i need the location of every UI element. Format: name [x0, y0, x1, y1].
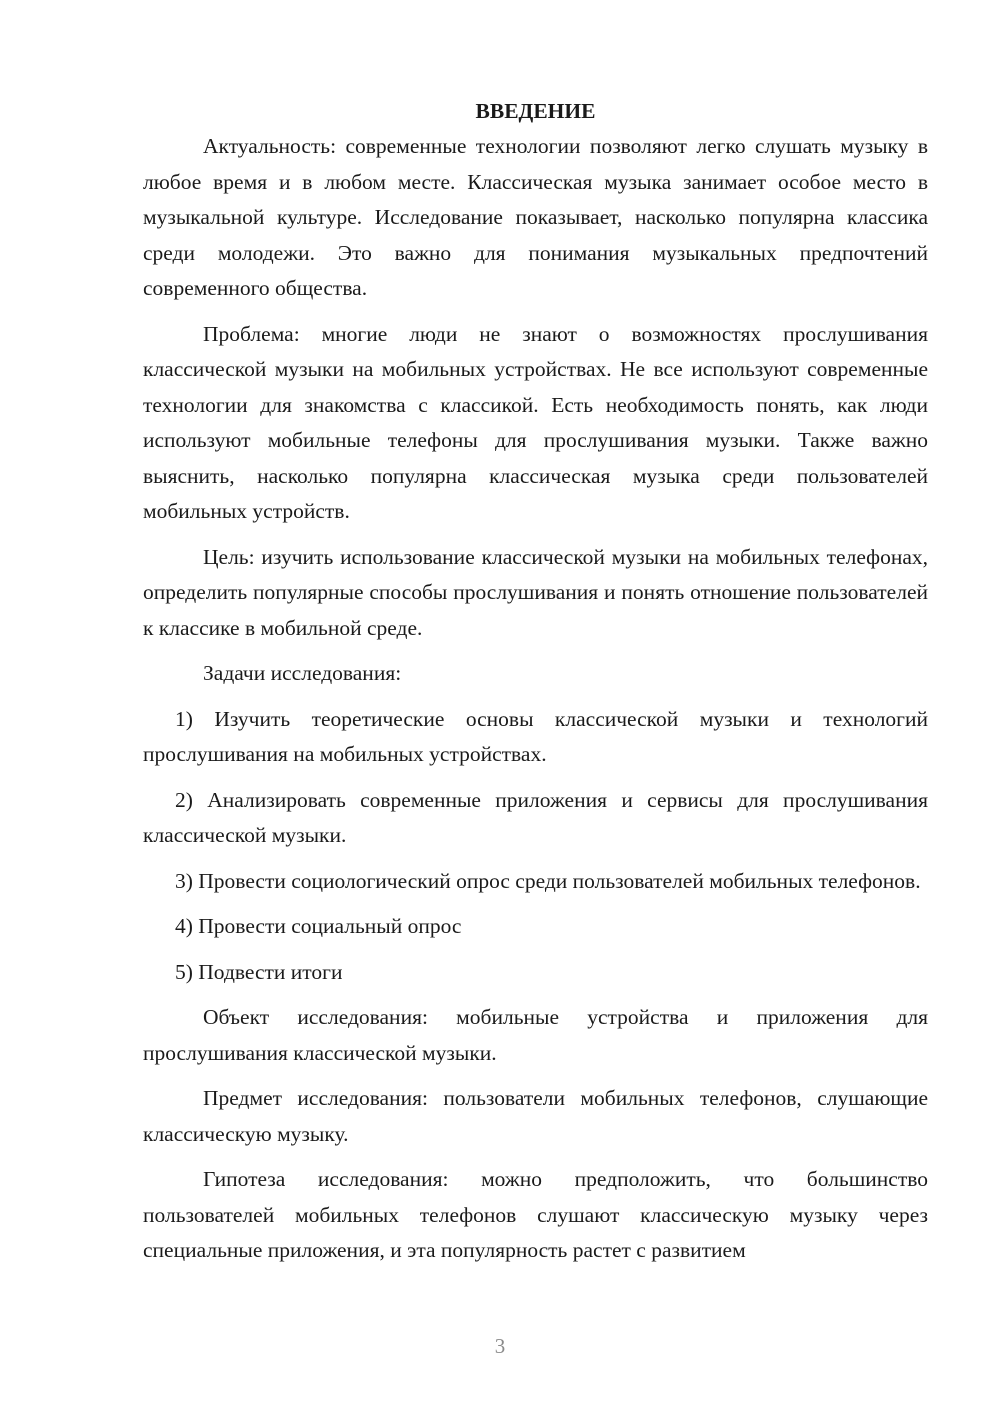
- section-title: ВВЕДЕНИЕ: [475, 99, 596, 123]
- relevance-paragraph: Актуальность: современные технологии позволяют легко слушать музыку в любое время и в любом месте. Классическая музыка занимает особое место в музыкальной культуре. Исследование показывает, насколько популярна классика среди молодежи. Это важно для понимания музыкальных предпочтений современного общества.: [143, 134, 928, 300]
- goal-paragraph: Цель: изучить использование классической музыки на мобильных телефонах, определить популярные способы прослушивания и понять отношение пользователей к классике в мобильной среде.: [143, 544, 928, 640]
- page-number: 3: [494, 1334, 506, 1358]
- task-item-4: 4) Провести социальный опрос: [175, 914, 462, 938]
- object-paragraph: Объект исследования: мобильные устройства и приложения для прослушивания классической музыки.: [143, 1005, 928, 1065]
- subject-paragraph: Предмет исследования: пользователи мобильных телефонов, слушающие классическую музыку.: [143, 1086, 928, 1146]
- document-page: [143, 94, 928, 1269]
- task-item-1: 1) Изучить теоретические основы классической музыки и технологий прослушивания на мобильных устройствах.: [143, 706, 928, 766]
- task-item-5: 5) Подвести итоги: [175, 959, 343, 984]
- hypothesis-paragraph: Гипотеза исследования: можно предположить, что большинство пользователей мобильных телефонов слушают классическую музыку через специальные приложения, и эта популярность растет с развитием: [143, 1167, 928, 1262]
- task-item-3: 3) Провести социологический опрос среди пользователей мобильных телефонов.: [175, 868, 921, 893]
- tasks-heading: Задачи исследования:: [203, 661, 402, 685]
- task-item-2: 2) Анализировать современные приложения и сервисы для прослушивания классической музыки.: [143, 787, 928, 847]
- problem-paragraph: Проблема: многие люди не знают о возможностях прослушивания классической музыки на мобильных устройствах. Не все используют современные технологии для знакомства с классикой. Есть необходимость понять, как люди используют мобильные телефоны для прослушивания музыки. Также важно выяснить, насколько популярна классическая музыка среди пользователей мобильных устройств.: [143, 321, 928, 523]
